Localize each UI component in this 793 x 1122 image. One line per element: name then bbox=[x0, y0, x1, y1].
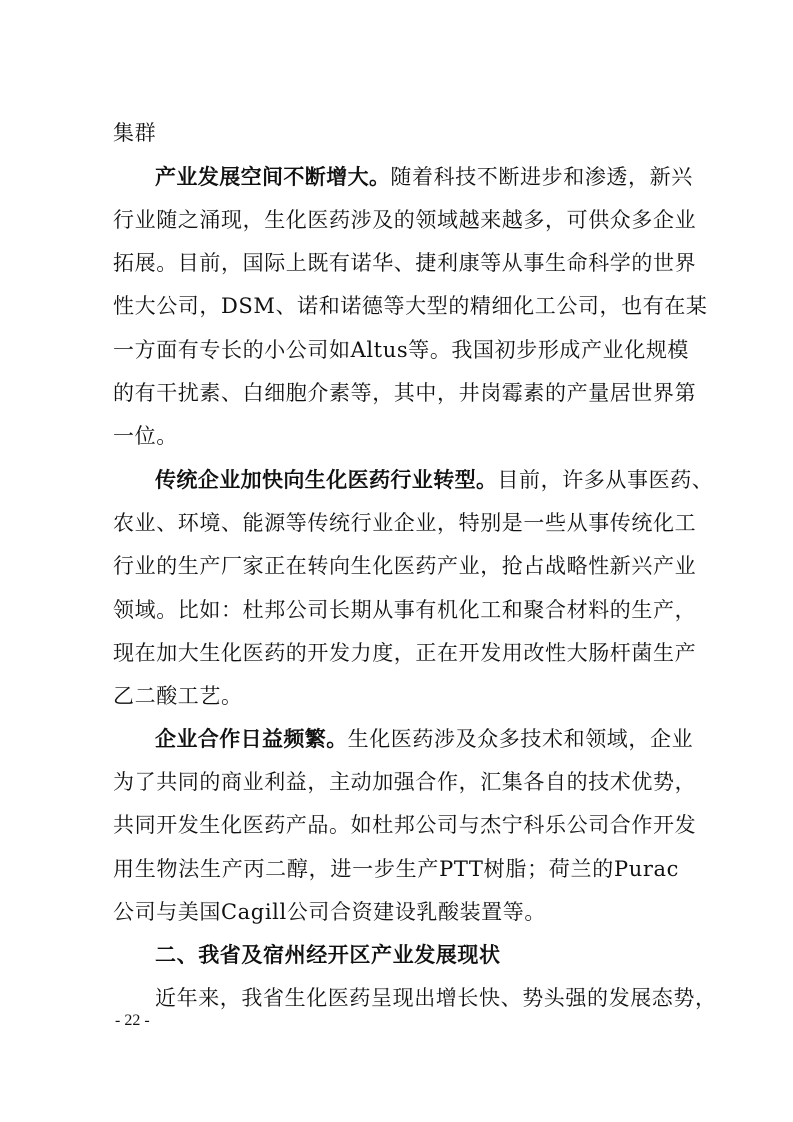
paragraph-1-line-3: 拓展。目前，国际上既有诺华、捷利康等从事生命科学的世界 bbox=[113, 251, 697, 275]
paragraph-1-line-5: 一方面有专长的小公司如Altus等。我国初步形成产业化规模 bbox=[113, 338, 690, 362]
paragraph-1-line-4: 性大公司，DSM、诺和诺德等大型的精细化工公司，也有在某 bbox=[113, 294, 708, 318]
paragraph-3-line-3: 共同开发生化医药产品。如杜邦公司与杰宁科乐公司合作开发 bbox=[113, 813, 697, 837]
paragraph-1-line-6: 的有干扰素、白细胞介素等，其中，井岗霉素的产量居世界第 bbox=[113, 381, 697, 405]
paragraph-2-line-6: 乙二酸工艺。 bbox=[113, 684, 243, 708]
paragraph-3-line-1-text: 生化医药涉及众多技术和领域，企业 bbox=[347, 727, 694, 751]
paragraph-1-line-1-text: 随着科技不断进步和渗透，新兴 bbox=[390, 165, 693, 189]
paragraph-3-line-5: 公司与美国Cagill公司合资建设乳酸装置等。 bbox=[113, 900, 546, 924]
paragraph-1-lead: 产业发展空间不断增大。 bbox=[155, 165, 391, 189]
paragraph-4-line-1: 近年来，我省生化医药呈现出增长快、势头强的发展态势， bbox=[155, 986, 717, 1010]
paragraph-2-lead: 传统企业加快向生化医药行业转型。 bbox=[155, 468, 498, 492]
paragraph-3-line-2: 为了共同的商业利益，主动加强合作，汇集各自的技术优势， bbox=[113, 770, 697, 794]
paragraph-3-line-4: 用生物法生产丙二醇，进一步生产PTT树脂；荷兰的Purac bbox=[113, 857, 679, 881]
paragraph-2-line-5: 现在加大生化医药的开发力度，正在开发用改性大肠杆菌生产 bbox=[113, 641, 697, 665]
paragraph-1-line-2: 行业随之涌现，生化医药涉及的领域越来越多，可供众多企业 bbox=[113, 208, 697, 232]
paragraph-3-lead: 企业合作日益频繁。 bbox=[155, 727, 348, 751]
paragraph-1-line-7: 一位。 bbox=[113, 424, 178, 448]
continuation-text: 集群 bbox=[113, 121, 157, 145]
paragraph-2-line-2: 农业、环境、能源等传统行业企业，特别是一些从事传统化工 bbox=[113, 511, 697, 535]
paragraph-2-line-3: 行业的生产厂家正在转向生化医药产业，抢占战略性新兴产业 bbox=[113, 554, 697, 578]
paragraph-2-line-1-text: 目前，许多从事医药、 bbox=[497, 468, 714, 492]
section-heading: 二、我省及宿州经开区产业发展现状 bbox=[155, 943, 501, 967]
paragraph-1-line-1 bbox=[155, 163, 693, 191]
page-number: - 22 - bbox=[115, 1012, 150, 1029]
paragraph-2-line-1 bbox=[155, 466, 714, 494]
paragraph-2-line-4: 领域。比如：杜邦公司长期从事有机化工和聚合材料的生产， bbox=[113, 598, 697, 622]
paragraph-3-line-1 bbox=[155, 725, 694, 753]
